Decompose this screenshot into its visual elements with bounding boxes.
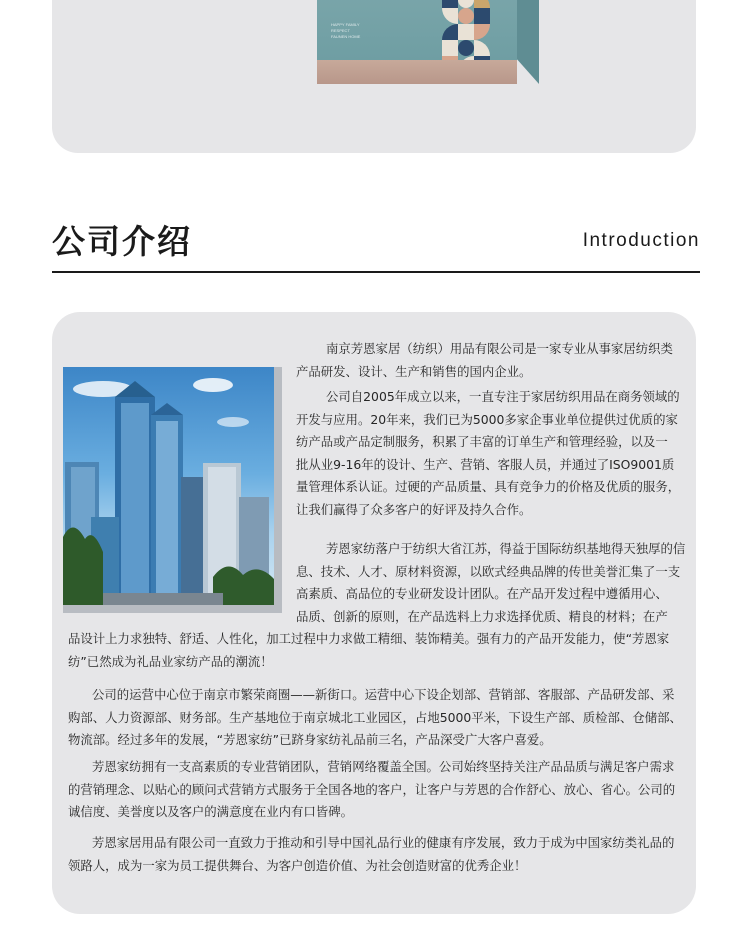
text-line: 的营销理念、以贴心的顾问式营销方式服务于全国各地的客户，让客户与芳恩的合作舒心、放心、省心。公司的 <box>68 781 676 797</box>
text-line: 芳恩家纺落户于纺织大省江苏，得益于国际纺织基地得天独厚的信 <box>326 541 686 556</box>
intro-paragraph-5 <box>68 756 675 824</box>
bag-small-print-line: HAPPY FAMILY <box>331 22 360 27</box>
bag-small-print <box>331 22 371 40</box>
intro-paragraph-1 <box>296 338 673 383</box>
text-line: 南京芳恩家居（纺织）用品有限公司是一家专业从事家居纺织类 <box>326 341 673 356</box>
header-divider <box>52 271 700 273</box>
section-title-en: Introduction <box>582 230 700 251</box>
building-photo-frame <box>63 367 282 613</box>
text-line: 购部、人力资源部、财务部。生产基地位于南京城北工业园区，占地5000平米，下设生产部、质检部、仓储部、 <box>68 709 682 725</box>
text-line: 量管理体系认证。过硬的产品质量、具有竞争力的价格及优质的服务， <box>296 479 681 495</box>
text-line: 领路人，成为一家为员工提供舞台、为客户创造价值、为社会创造财富的优秀企业！ <box>68 857 527 873</box>
text-line: 物流部。经过多年的发展，“芳恩家纺”已跻身家纺礼品前三名，产品深受广大客户喜爱。 <box>68 732 552 748</box>
intro-paragraph-4 <box>68 684 682 752</box>
text-line: 息、技术、人才、原材料资源，以欧式经典品牌的传世美誉汇集了一支 <box>296 563 681 579</box>
text-line: 纺产品或产品定制服务，积累了丰富的订单生产和管理经验，以及一 <box>296 434 668 450</box>
office-buildings-illustration <box>63 367 274 605</box>
text-line: 诚信度、美誉度以及客户的满意度在业内有口皆碑。 <box>68 804 353 820</box>
text-line: 品质、创新的原则，在产品选料上力求选择优质、精良的材料；在产 <box>296 608 668 624</box>
text-line: 开发与应用。20年来，我们已为5000多家企事业单位提供过优质的家 <box>296 411 678 427</box>
text-line: 公司自2005年成立以来，一直专注于家居纺织用品在商务领域的 <box>326 389 680 404</box>
building-photo <box>63 367 274 605</box>
gift-bag-image <box>317 0 539 92</box>
intro-paragraph-3-cont <box>68 628 669 673</box>
text-line: 纺”已然成为礼品业家纺产品的潮流！ <box>68 653 273 669</box>
intro-paragraph-2 <box>296 386 680 522</box>
bag-bottom-band <box>317 60 517 84</box>
text-line: 批从业9-16年的设计、生产、营销、客服人员，并通过了ISO9001质 <box>296 456 675 472</box>
text-line: 公司的运营中心位于南京市繁荣商圈——新街口。运营中心下设企划部、营销部、客服部、产品研发部、采 <box>92 687 675 702</box>
intro-paragraph-6 <box>68 832 674 877</box>
bag-small-print-line: FAUNEN HOME <box>331 34 361 39</box>
bag-small-print-line: RESPECT <box>331 28 350 33</box>
bag-side <box>517 0 539 84</box>
text-line: 让我们赢得了众多客户的好评及持久合作。 <box>296 501 532 517</box>
section-title: 公司介绍 <box>52 222 192 261</box>
intro-card <box>52 312 696 914</box>
text-line: 品设计上力求独特、舒适、人性化，加工过程中力求做工精细、装饰精美。强有力的产品开发能力，使“芳恩家 <box>68 631 670 646</box>
text-line: 芳恩家纺拥有一支高素质的专业营销团队，营销网络覆盖全国。公司始终坚持关注产品品质与满足客户需求 <box>92 759 675 774</box>
product-card <box>52 0 696 153</box>
text-line: 产品研发、设计、生产和销售的国内企业。 <box>296 363 532 379</box>
text-line: 高素质、高品位的专业研发设计团队。在产品开发过程中遵循用心、 <box>296 586 668 602</box>
text-line: 芳恩家居用品有限公司一直致力于推动和引导中国礼品行业的健康有序发展，致力于成为中国家纺类礼品的 <box>92 835 675 850</box>
intro-paragraph-3 <box>296 538 685 628</box>
bag-front <box>317 0 517 60</box>
section-header <box>52 212 700 274</box>
